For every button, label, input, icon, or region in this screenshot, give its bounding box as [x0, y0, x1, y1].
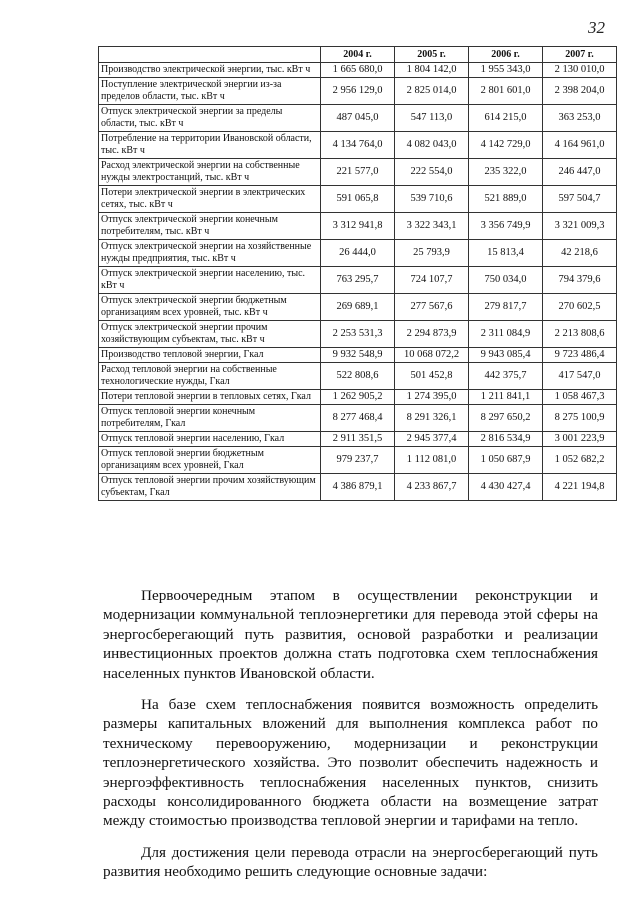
value-cell: 1 112 081,0: [395, 447, 469, 474]
header-cell-year: 2006 г.: [469, 47, 543, 63]
value-cell: 4 233 867,7: [395, 474, 469, 501]
body-text: [103, 586, 598, 882]
value-cell: 4 164 961,0: [543, 132, 617, 159]
value-cell: 1 804 142,0: [395, 63, 469, 78]
value-cell: 9 932 548,9: [321, 348, 395, 363]
value-cell: 8 277 468,4: [321, 405, 395, 432]
value-cell: 4 386 879,1: [321, 474, 395, 501]
value-cell: 522 808,6: [321, 363, 395, 390]
value-cell: 235 322,0: [469, 159, 543, 186]
row-label-cell: Потери тепловой энергии в тепловых сетях, Гкал: [99, 390, 321, 405]
row-label-cell: Отпуск тепловой энергии бюджетным организациям всех уровней, Гкал: [99, 447, 321, 474]
value-cell: 591 065,8: [321, 186, 395, 213]
value-cell: 2 130 010,0: [543, 63, 617, 78]
header-cell-empty: [99, 47, 321, 63]
value-cell: 279 817,7: [469, 294, 543, 321]
value-cell: 2 294 873,9: [395, 321, 469, 348]
value-cell: 2 816 534,9: [469, 432, 543, 447]
value-cell: 42 218,6: [543, 240, 617, 267]
row-label-cell: Отпуск электрической энергии за пределы области, тыс. кВт ч: [99, 105, 321, 132]
row-label-cell: Потребление на территории Ивановской области, тыс. кВт ч: [99, 132, 321, 159]
value-cell: 2 911 351,5: [321, 432, 395, 447]
table-row: [99, 132, 617, 159]
value-cell: 763 295,7: [321, 267, 395, 294]
table-row: [99, 240, 617, 267]
value-cell: 501 452,8: [395, 363, 469, 390]
row-label-cell: Расход электрической энергии на собственные нужды электростанций, тыс. кВт ч: [99, 159, 321, 186]
value-cell: 2 398 204,0: [543, 78, 617, 105]
table-row: [99, 390, 617, 405]
value-cell: 277 567,6: [395, 294, 469, 321]
table-row: [99, 213, 617, 240]
header-cell-year: 2007 г.: [543, 47, 617, 63]
value-cell: 4 221 194,8: [543, 474, 617, 501]
value-cell: 1 955 343,0: [469, 63, 543, 78]
value-cell: 221 577,0: [321, 159, 395, 186]
value-cell: 1 050 687,9: [469, 447, 543, 474]
table-row: [99, 78, 617, 105]
value-cell: 547 113,0: [395, 105, 469, 132]
value-cell: 2 213 808,6: [543, 321, 617, 348]
value-cell: 2 311 084,9: [469, 321, 543, 348]
value-cell: 1 211 841,1: [469, 390, 543, 405]
value-cell: 2 825 014,0: [395, 78, 469, 105]
value-cell: 222 554,0: [395, 159, 469, 186]
value-cell: 1 665 680,0: [321, 63, 395, 78]
value-cell: 2 801 601,0: [469, 78, 543, 105]
paragraph: Первоочередным этапом в осуществлении реконструкции и модернизации коммунальной теплоэнергетики для перевода этой сферы на энергосберегающий путь развития, основой разработки и реализации инвестиционных проектов должна стать подготовка схем теплоснабжения населенных пунктов Ивановской области.: [103, 587, 598, 682]
table-row: [99, 447, 617, 474]
row-label-cell: Потери электрической энергии в электрических сетях, тыс. кВт ч: [99, 186, 321, 213]
row-label-cell: Отпуск электрической энергии бюджетным организациям всех уровней, тыс. кВт ч: [99, 294, 321, 321]
paragraph: На базе схем теплоснабжения появится возможность определить размеры капитальных вложений для выполнения комплекса работ по техническому перевооружению, модернизации и реконструкции теплоэнергетического хозяйства. Это позволит обеспечить надежность и энергоэффективность теплоснабжения населенных пунктов, снизить расходы консолидированного бюджета области на возмещение затрат между стоимостью производства тепловой энергии и тарифами на тепло.: [103, 696, 598, 830]
header-cell-year: 2004 г.: [321, 47, 395, 63]
value-cell: 3 322 343,1: [395, 213, 469, 240]
value-cell: 4 082 043,0: [395, 132, 469, 159]
value-cell: 3 321 009,3: [543, 213, 617, 240]
value-cell: 724 107,7: [395, 267, 469, 294]
value-cell: 750 034,0: [469, 267, 543, 294]
value-cell: 8 291 326,1: [395, 405, 469, 432]
row-label-cell: Отпуск электрической энергии прочим хозяйствующим субъектам, тыс. кВт ч: [99, 321, 321, 348]
value-cell: 4 430 427,4: [469, 474, 543, 501]
table-row: [99, 321, 617, 348]
value-cell: 26 444,0: [321, 240, 395, 267]
table-row: [99, 267, 617, 294]
table-header-row: [99, 47, 617, 63]
value-cell: 1 058 467,3: [543, 390, 617, 405]
value-cell: 363 253,0: [543, 105, 617, 132]
table-row: [99, 474, 617, 501]
row-label-cell: Отпуск тепловой энергии прочим хозяйствующим субъектам, Гкал: [99, 474, 321, 501]
value-cell: 269 689,1: [321, 294, 395, 321]
value-cell: 1 262 905,2: [321, 390, 395, 405]
value-cell: 2 253 531,3: [321, 321, 395, 348]
row-label-cell: Отпуск тепловой энергии населению, Гкал: [99, 432, 321, 447]
table-row: [99, 432, 617, 447]
value-cell: 8 297 650,2: [469, 405, 543, 432]
value-cell: 3 001 223,9: [543, 432, 617, 447]
value-cell: 1 274 395,0: [395, 390, 469, 405]
value-cell: 246 447,0: [543, 159, 617, 186]
energy-statistics-table: [98, 46, 617, 501]
row-label-cell: Отпуск электрической энергии на хозяйственные нужды предприятия, тыс. кВт ч: [99, 240, 321, 267]
value-cell: 3 356 749,9: [469, 213, 543, 240]
value-cell: 4 142 729,0: [469, 132, 543, 159]
value-cell: 597 504,7: [543, 186, 617, 213]
page-number: 32: [588, 18, 605, 37]
value-cell: 2 945 377,4: [395, 432, 469, 447]
header-cell-year: 2005 г.: [395, 47, 469, 63]
value-cell: 15 813,4: [469, 240, 543, 267]
value-cell: 9 723 486,4: [543, 348, 617, 363]
value-cell: 487 045,0: [321, 105, 395, 132]
table-row: [99, 159, 617, 186]
value-cell: 442 375,7: [469, 363, 543, 390]
paragraph: Для достижения цели перевода отрасли на энергосберегающий путь развития необходимо решить следующие основные задачи:: [103, 843, 598, 881]
value-cell: 979 237,7: [321, 447, 395, 474]
value-cell: 3 312 941,8: [321, 213, 395, 240]
row-label-cell: Поступление электрической энергии из-за пределов области, тыс. кВт ч: [99, 78, 321, 105]
row-label-cell: Отпуск электрической энергии населению, тыс. кВт ч: [99, 267, 321, 294]
value-cell: 614 215,0: [469, 105, 543, 132]
table-row: [99, 348, 617, 363]
row-label-cell: Расход тепловой энергии на собственные технологические нужды, Гкал: [99, 363, 321, 390]
value-cell: 794 379,6: [543, 267, 617, 294]
table-row: [99, 186, 617, 213]
value-cell: 539 710,6: [395, 186, 469, 213]
value-cell: 9 943 085,4: [469, 348, 543, 363]
table-row: [99, 294, 617, 321]
value-cell: 10 068 072,2: [395, 348, 469, 363]
value-cell: 270 602,5: [543, 294, 617, 321]
table-row: [99, 63, 617, 78]
value-cell: 1 052 682,2: [543, 447, 617, 474]
table-row: [99, 363, 617, 390]
value-cell: 8 275 100,9: [543, 405, 617, 432]
row-label-cell: Отпуск тепловой энергии конечным потребителям, Гкал: [99, 405, 321, 432]
value-cell: 2 956 129,0: [321, 78, 395, 105]
value-cell: 25 793,9: [395, 240, 469, 267]
row-label-cell: Отпуск электрической энергии конечным потребителям, тыс. кВт ч: [99, 213, 321, 240]
value-cell: 4 134 764,0: [321, 132, 395, 159]
row-label-cell: Производство электрической энергии, тыс. кВт ч: [99, 63, 321, 78]
value-cell: 417 547,0: [543, 363, 617, 390]
table-row: [99, 405, 617, 432]
value-cell: 521 889,0: [469, 186, 543, 213]
table-row: [99, 105, 617, 132]
row-label-cell: Производство тепловой энергии, Гкал: [99, 348, 321, 363]
table-body: [99, 63, 617, 501]
